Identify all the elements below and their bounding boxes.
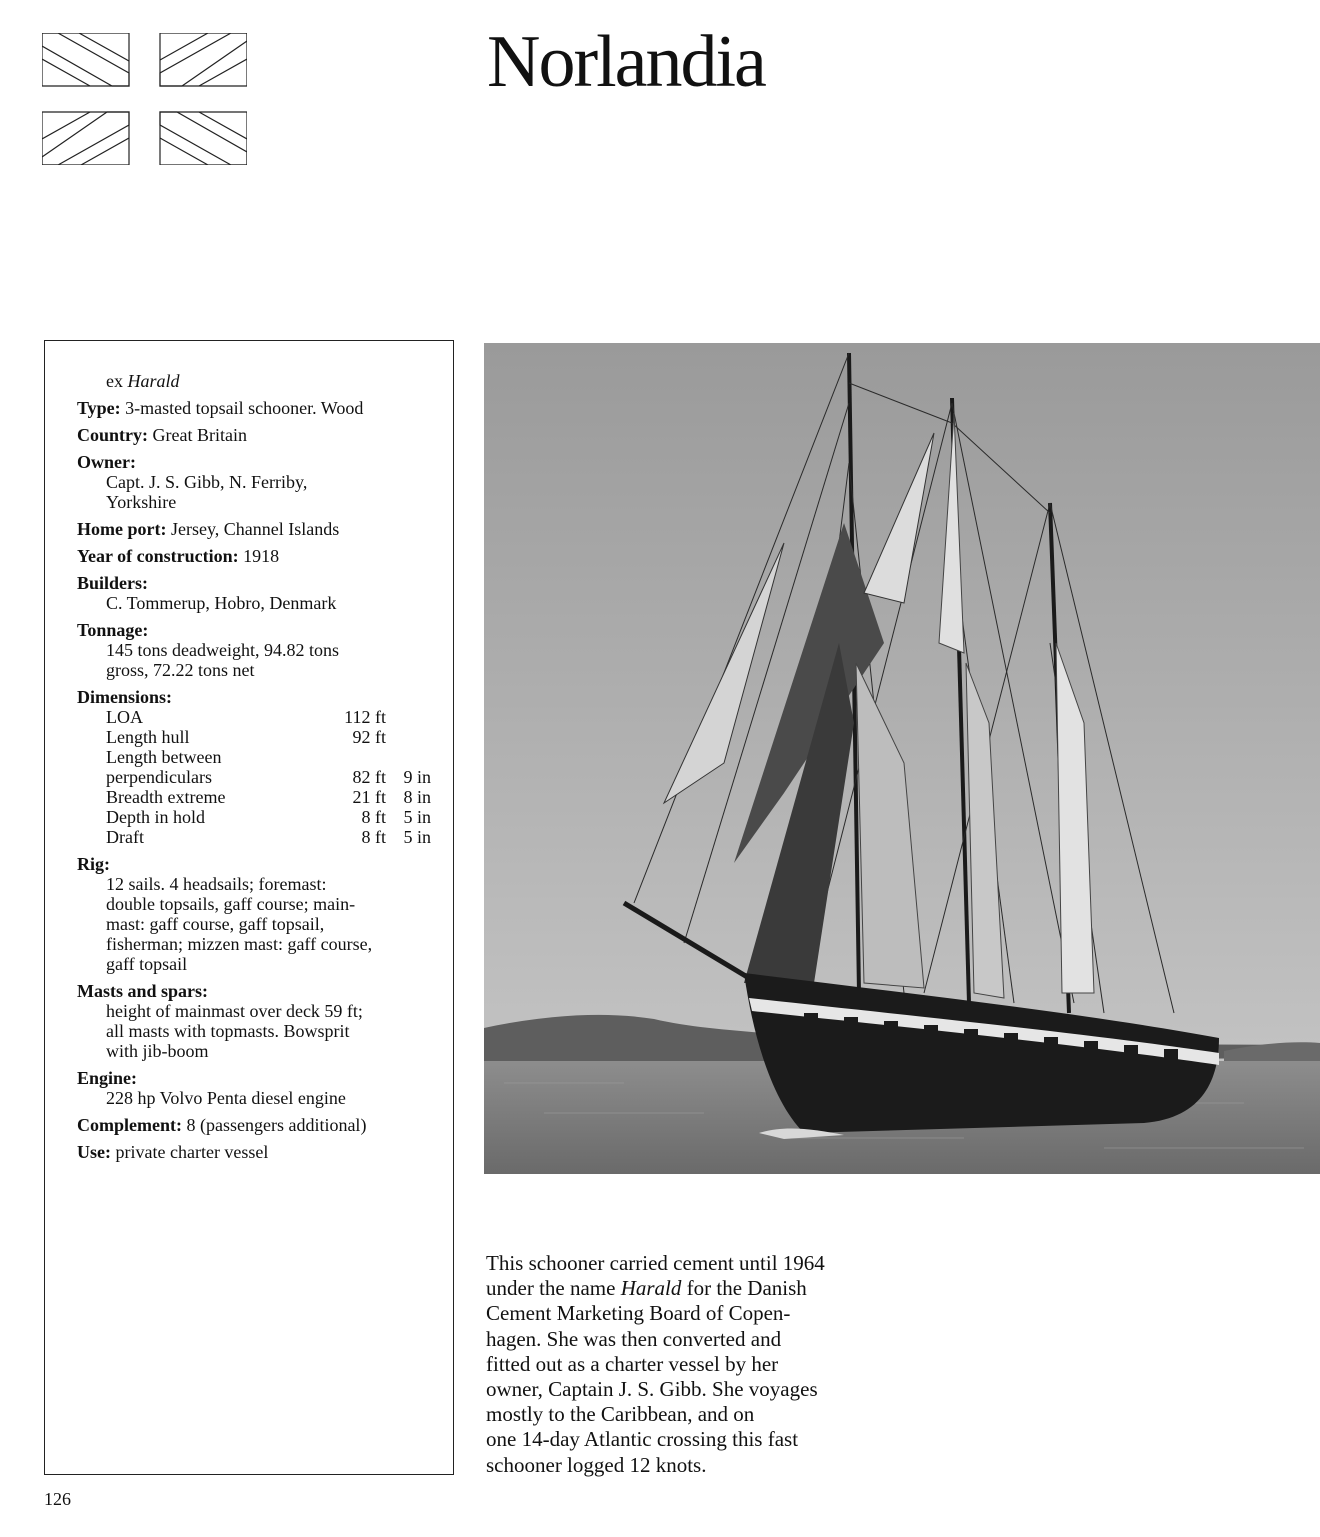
spec-complement: Complement: 8 (passengers additional) bbox=[77, 1115, 367, 1135]
spec-type: Type: 3-masted topsail schooner. Wood bbox=[77, 398, 364, 418]
spec-builders: Builders: C. Tommerup, Hobro, Denmark bbox=[77, 573, 337, 613]
dimensions-table bbox=[106, 707, 431, 847]
ex-name: ex Harald bbox=[106, 371, 180, 391]
page-title: Norlandia bbox=[487, 21, 765, 103]
spec-tonnage: Tonnage: 145 tons deadweight, 94.82 tons gross, 72.22 tons net bbox=[77, 620, 339, 680]
ship-description: This schooner carried cement until 1964 under the name Harald for the Danish Cement Marketing Board of Copen- hagen. She was then converted and fitted out as a charter vessel by her owner, Captain J. S. Gibb. She voyages mostly to the Caribbean, and on one 14-day Atlantic crossing this fast schooner logged 12 knots. bbox=[486, 1251, 906, 1478]
dimension-row: Breadth extreme 21 ft 8 in bbox=[106, 787, 431, 807]
dimension-row: Length between bbox=[106, 747, 222, 767]
dimension-row: perpendiculars 82 ft 9 in bbox=[106, 767, 431, 787]
dimension-row: LOA 112 ft bbox=[106, 707, 386, 727]
spec-country: Country: Great Britain bbox=[77, 425, 247, 445]
spec-home-port: Home port: Jersey, Channel Islands bbox=[77, 519, 340, 539]
spec-dimensions: Dimensions: LOA 112 ft Length hull 92 ft Length between perpendiculars 82 ft 9 in Breadth extreme 21 ft 8 in Depth in hold 8 ft 5 in Draft 8 ft 5 in bbox=[77, 687, 431, 847]
union-jack-outline-icon bbox=[42, 33, 247, 165]
spec-use: Use: private charter vessel bbox=[77, 1142, 269, 1162]
schooner-photo bbox=[484, 343, 1320, 1174]
spec-year: Year of construction: 1918 bbox=[77, 546, 280, 566]
dimension-row: Depth in hold 8 ft 5 in bbox=[106, 807, 431, 827]
spec-rig: Rig: 12 sails. 4 headsails; foremast: double topsails, gaff course; main- mast: gaff course, gaff topsail, fisherman; mizzen mast: gaff course, gaff topsail bbox=[77, 854, 373, 974]
page-number: 126 bbox=[44, 1489, 71, 1509]
caption-line-2: under the name Harald for the Danish bbox=[486, 1276, 807, 1301]
spec-masts-and-spars: Masts and spars: height of mainmast over deck 59 ft; all masts with topmasts. Bowsprit with jib-boom bbox=[77, 981, 363, 1061]
specifications-panel bbox=[44, 340, 454, 1475]
dimension-row: Draft 8 ft 5 in bbox=[106, 827, 431, 847]
dimension-row: Length hull 92 ft bbox=[106, 727, 386, 747]
spec-owner: Owner: Capt. J. S. Gibb, N. Ferriby, Yorkshire bbox=[77, 452, 308, 512]
spec-engine: Engine: 228 hp Volvo Penta diesel engine bbox=[77, 1068, 346, 1108]
